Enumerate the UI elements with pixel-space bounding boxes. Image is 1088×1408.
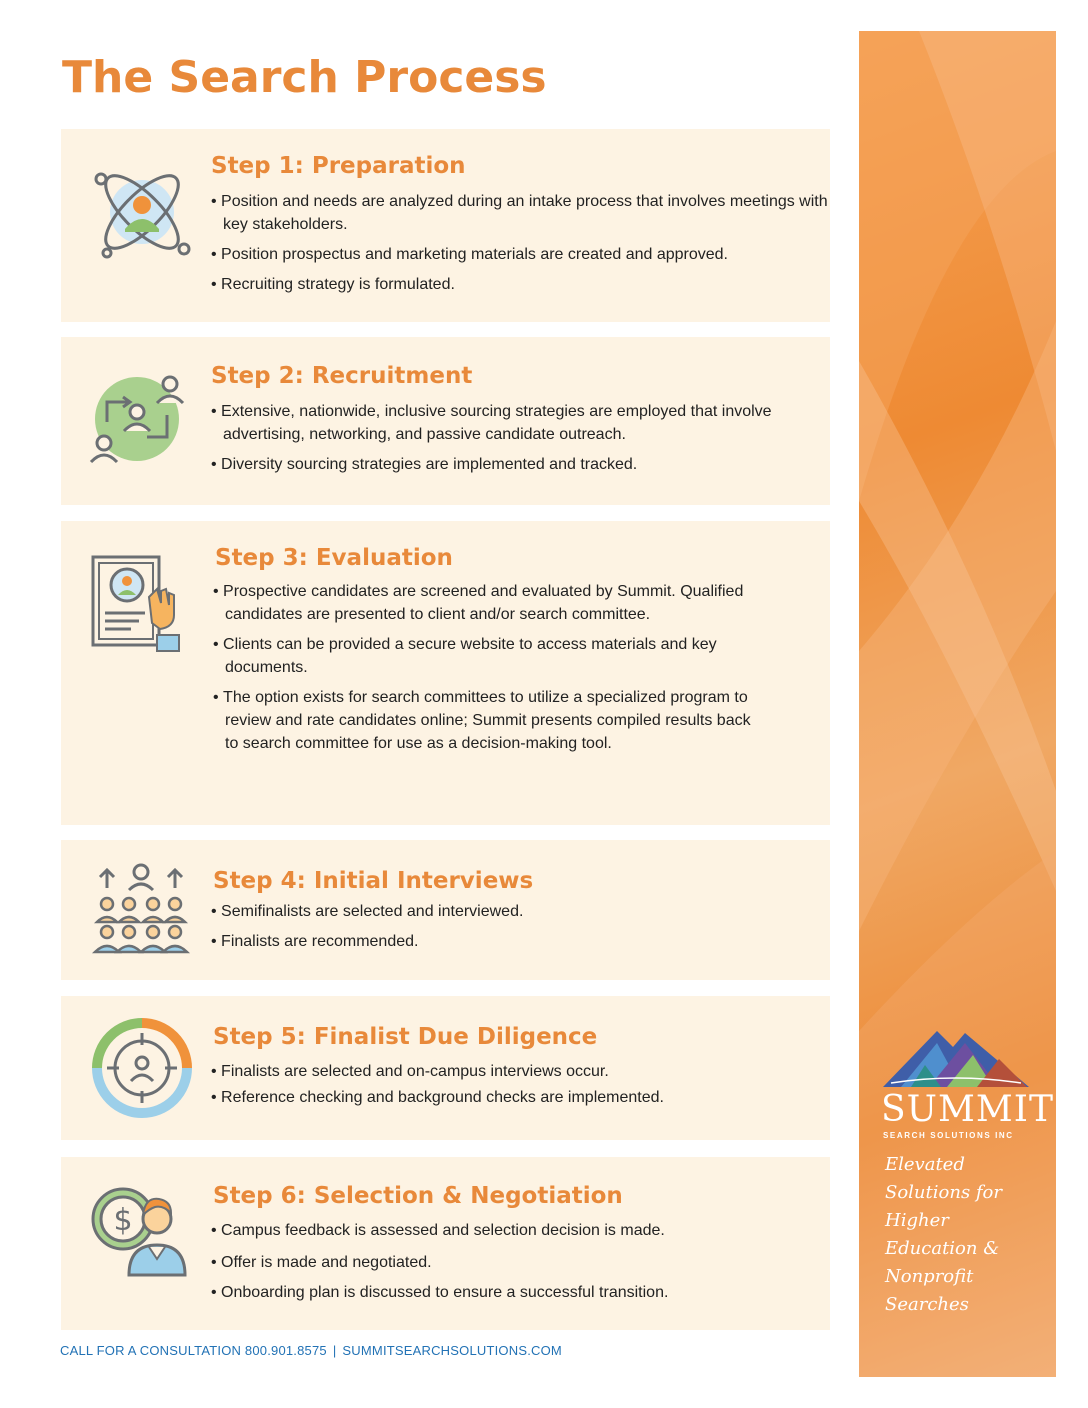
step-4-card [61,840,830,980]
step-title: Step 5: Finalist Due Diligence [213,1024,598,1050]
step-6-card [61,1157,830,1330]
step-2-card [61,337,830,505]
footer-separator: | [332,1343,337,1358]
step-title: Step 2: Recruitment [211,363,473,389]
svg-text:$: $ [113,1203,133,1238]
step-bullets [211,190,831,303]
bullet-item: • Prospective candidates are screened and evaluated by Summit. Qualified candidates are presented to client and/or search committee. [213,580,753,626]
step-title: Step 1: Preparation [211,153,466,179]
bullet-item: • Campus feedback is assessed and selection decision is made. [211,1219,811,1242]
footer-cta: CALL FOR A CONSULTATION 800.901.8575 [60,1343,327,1358]
bullet-item: • Recruiting strategy is formulated. [211,273,831,296]
brand-subtitle: SEARCH SOLUTIONS INC [883,1131,1014,1140]
salary-person-icon [87,1175,197,1285]
step-bullets [211,1219,811,1311]
mountain-logo-icon [881,1025,1031,1089]
atom-person-icon [87,157,197,267]
step-title: Step 6: Selection & Negotiation [213,1183,623,1209]
footer-contact [60,1343,562,1358]
brand-tagline: Elevated Solutions for Higher Education & Nonprofit Searches [885,1154,1002,1315]
step-title: Step 3: Evaluation [215,545,453,571]
step-bullets [213,580,753,762]
footer-website-link[interactable]: SUMMITSEARCHSOLUTIONS.COM [342,1343,562,1358]
brand-name: SUMMIT [881,1089,1054,1130]
bullet-item: • Onboarding plan is discussed to ensure a successful transition. [211,1281,811,1304]
page-title: The Search Process [62,52,547,103]
bullet-item: • Extensive, nationwide, inclusive sourcing strategies are employed that involve advertising, networking, and passive candidate outreach. [211,400,801,446]
bullet-item: • The option exists for search committees to utilize a specialized program to review and rate candidates online; Summit presents compiled results back to search committee for use as a decision-making tool. [213,686,753,755]
target-person-icon [87,1013,197,1123]
step-bullets [211,900,811,960]
bullet-item: • Semifinalists are selected and interviewed. [211,900,811,923]
bullet-item: • Position prospectus and marketing materials are created and approved. [211,243,831,266]
step-bullets [211,1060,811,1116]
bullet-item: • Finalists are selected and on-campus interviews occur. [211,1060,811,1083]
step-title: Step 4: Initial Interviews [213,868,534,894]
bullet-item: • Diversity sourcing strategies are implemented and tracked. [211,453,801,476]
resume-magnifier-icon [87,553,197,663]
step-3-card [61,521,830,825]
bullet-item: • Finalists are recommended. [211,930,811,953]
bullet-item: • Position and needs are analyzed during an intake process that involves meetings with key stakeholders. [211,190,831,236]
people-exchange-icon [87,367,197,477]
bullet-item: • Clients can be provided a secure website to access materials and key documents. [213,633,753,679]
step-5-card [61,996,830,1140]
step-bullets [211,400,801,483]
sidebar-panel [859,31,1056,1377]
bullet-item: • Offer is made and negotiated. [211,1251,811,1274]
group-selection-icon [87,858,197,968]
step-1-card [61,129,830,322]
bullet-item: • Reference checking and background checks are implemented. [211,1086,811,1109]
